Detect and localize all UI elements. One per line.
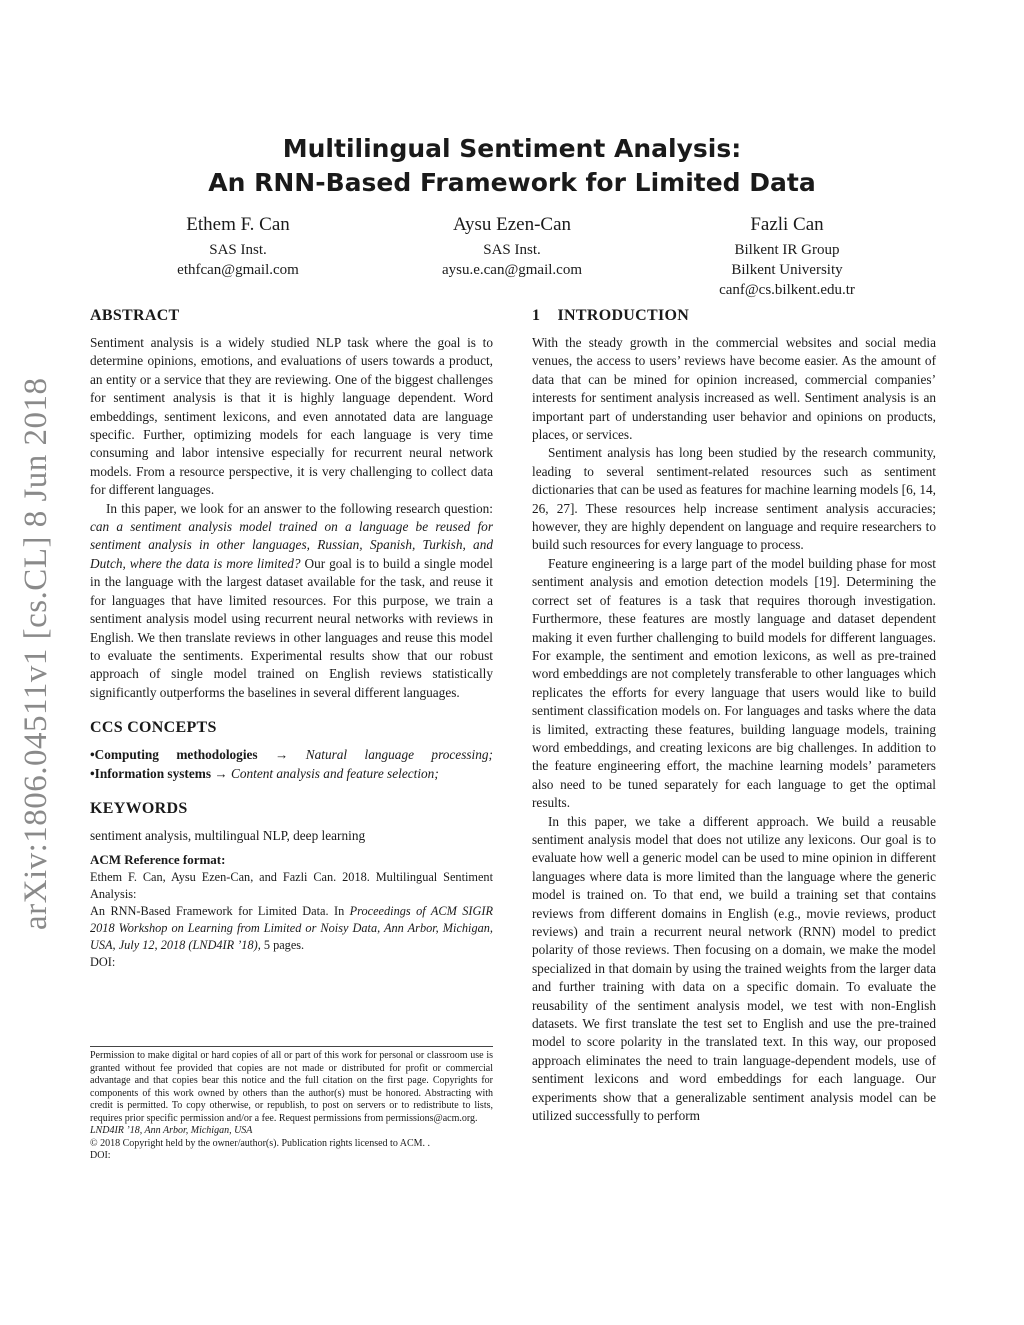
intro-paragraph-2: Sentiment analysis has long been studied by the research community, leading to several sentiment-related resources such as sentiment dictionaries that can be used as features for machine learning models [6, 14, 26, 27]. These resources help increase sentiment analysis accuracies; however, they are highly dependent on language and require researchers to build such resources for every language to process. <box>532 445 936 553</box>
author-name: Fazli Can <box>750 214 824 235</box>
paper-title <box>120 132 904 200</box>
permission-copyright: © 2018 Copyright held by the owner/author(s). Publication rights licensed to ACM. . <box>90 1137 431 1149</box>
venue-text: LND4IR ’18, Ann Arbor, Michigan, USA <box>90 1125 253 1136</box>
acm-reference-heading: ACM Reference format: <box>90 852 226 868</box>
abstract-paragraph-2 <box>90 500 493 702</box>
title-line-2: An RNN-Based Framework for Limited Data <box>208 168 816 197</box>
research-question: can a sentiment analysis model trained on a language be reused for sentiment analysis in other languages, Russian, Spanish, Turkish, and Dutch, where the data is more limited? <box>90 519 493 571</box>
acm-reference <box>90 851 493 971</box>
author-name: Aysu Ezen-Can <box>452 214 572 235</box>
introduction-heading: 1 INTRODUCTION <box>532 307 690 324</box>
arxiv-stamp: arXiv:1806.04511v1 [cs.CL] 8 Jun 2018 <box>18 377 54 930</box>
arrow-icon: → <box>211 765 231 781</box>
keywords-heading: KEYWORDS <box>90 799 188 817</box>
permission-text: Permission to make digital or hard copies of all or part of this work for personal or classroom use is granted without fee provided that copies are not made or distributed for profit or commercial advantage and that copies bear this notice and the full citation on the first page. Copyrights for components of this work owned by others than the author(s) must be honored. Abstracting with credit is permitted. To copy otherwise, or republish, to post on servers or to redistribute to lists, requires prior specific permission and/or a fee. Request permissions from permissions@acm.org. <box>90 1050 493 1124</box>
permission-doi: DOI: <box>90 1150 111 1161</box>
author-affiliation: SAS Inst. <box>483 242 541 258</box>
author-email: aysu.e.can@gmail.com <box>441 262 583 278</box>
author-1 <box>108 212 368 280</box>
author-email: ethfcan@gmail.com <box>177 262 299 278</box>
permission-venue <box>90 1125 493 1138</box>
intro-paragraph-3: Feature engineering is a large part of the model building phase for most sentiment analysis and emotion detection models [19]. Determining the correct set of features is a task that requires thorough investigation. Furthermore, these features are mostly language and dataset dependent making it even further challenging to build models for different languages. For example, the sentiment and emotion lexicons, as well as pre-trained word embeddings are not completely transferable to other languages which replicates the efforts for every language that users would like to build sentiment classification models on. For languages and tasks where the data is limited, extracting these features, building language models, training word embeddings, and creating lexicons are big challenges. In addition to the feature engineering effort, the machine learning models’ parameters also need to be tuned separately for each language to get the optimal results. <box>532 555 936 811</box>
author-3 <box>657 212 917 300</box>
author-affiliation-2: Bilkent University <box>731 262 843 278</box>
acm-ref-start: An RNN-Based Framework for Limited Data. In <box>90 904 350 919</box>
permission-footnote <box>90 1046 493 1163</box>
acm-reference-line-2 <box>90 903 493 954</box>
acm-ref-pages: 5 pages. <box>260 938 305 953</box>
intro-paragraph-1: With the steady growth in the commercial websites and social media venues, the access to users’ reviews have become easier. As the amount of data that can be mined for opinion increased, commercial companies’ interests for sentiment analysis increased as well. Sentiment analysis is an important part of understanding user behavior and opinions on products, places, or services. <box>532 335 936 443</box>
intro-paragraph-4: In this paper, we take a different approach. We build a reusable sentiment analysis model that does not utilize any lexicons. Our goal is to evaluate how well a generic model can be used to mine opinion in different languages where data is more limited than the language where the generic model is trained on. To that end, we build a training set that contains reviews from different domains in English (e.g., movie reviews, product reviews) and train a recurrent neural network (RNN) model to predict polarity of those reviews. Then focusing on a domain, we make the model specialized in that domain by using the trained weights from the larger data and further training with data on a specific domain. To evaluate the reusability of the sentiment analysis model, we test with non-English datasets. We first translate the test set to English and use the pre-trained model to score polarity in the translated text. In this way, our proposed approach eliminates the need to train language-dependent models, use of sentiment lexicons and word embeddings for each language. Our experiments show that a generalizable sentiment analysis model can be utilized successfully to perform <box>532 813 936 1124</box>
title-line-1: Multilingual Sentiment Analysis: <box>282 134 742 163</box>
arrow-icon: → <box>257 747 306 763</box>
ccs-computing: •Computing methodologies <box>90 747 258 763</box>
author-affiliation: Bilkent IR Group <box>734 242 840 258</box>
ccs-nlp: Natural language processing; <box>305 747 493 763</box>
keywords-text: sentiment analysis, multilingual NLP, deep learning <box>90 827 366 843</box>
abstract-paragraph-1: Sentiment analysis is a widely studied NLP task where the goal is to determine opinions, emotions, and evaluations of users towards a product, an entity or a service that they are reviewing. One of the biggest challenges for sentiment analysis is that it is highly language dependent. Word embeddings, sentiment lexicons, and even annotated data are language specific. Further, optimizing models for each language is very time consuming and labor intensive especially for recurrent neural network models. From a resource perspective, it is very challenging to collect data for different languages. <box>90 335 493 498</box>
ccs-content: Content analysis and feature selection; <box>230 765 439 781</box>
left-column <box>90 306 493 971</box>
acm-reference-line-1: Ethem F. Can, Aysu Ezen-Can, and Fazli Can. 2018. Multilingual Sentiment Analysis: <box>90 870 493 902</box>
author-email: canf@cs.bilkent.edu.tr <box>719 282 855 298</box>
abstract-heading: ABSTRACT <box>90 307 180 324</box>
ccs-concepts <box>90 746 493 783</box>
ccs-information-systems: •Information systems <box>90 765 211 781</box>
right-column <box>532 306 936 1125</box>
author-2 <box>382 212 642 280</box>
abstract-p2-end: Our goal is to build a single model in the language with the largest dataset available for the task, and reuse it for languages that have limited resources. For this purpose, we train a sentiment analysis model using recurrent neural networks with reviews in English. We then translate reviews in other languages and reuse this model to evaluate the sentiments. Experimental results show that our robust approach of single model trained on English reviews statistically significantly outperforms the baselines in several different languages. <box>90 555 493 700</box>
acm-ref-venue: Proceedings of ACM SIGIR 2018 Workshop on Learning from Limited or Noisy Data, Ann Arbor, Michigan, USA, July 12, 2018 (LND4IR ’18), <box>90 904 493 953</box>
author-name: Ethem F. Can <box>186 214 290 235</box>
abstract-p2-start: In this paper, we look for an answer to the following research question: <box>106 500 493 516</box>
ccs-heading: CCS CONCEPTS <box>90 719 217 737</box>
author-affiliation: SAS Inst. <box>209 242 267 258</box>
acm-reference-doi: DOI: <box>90 955 116 970</box>
